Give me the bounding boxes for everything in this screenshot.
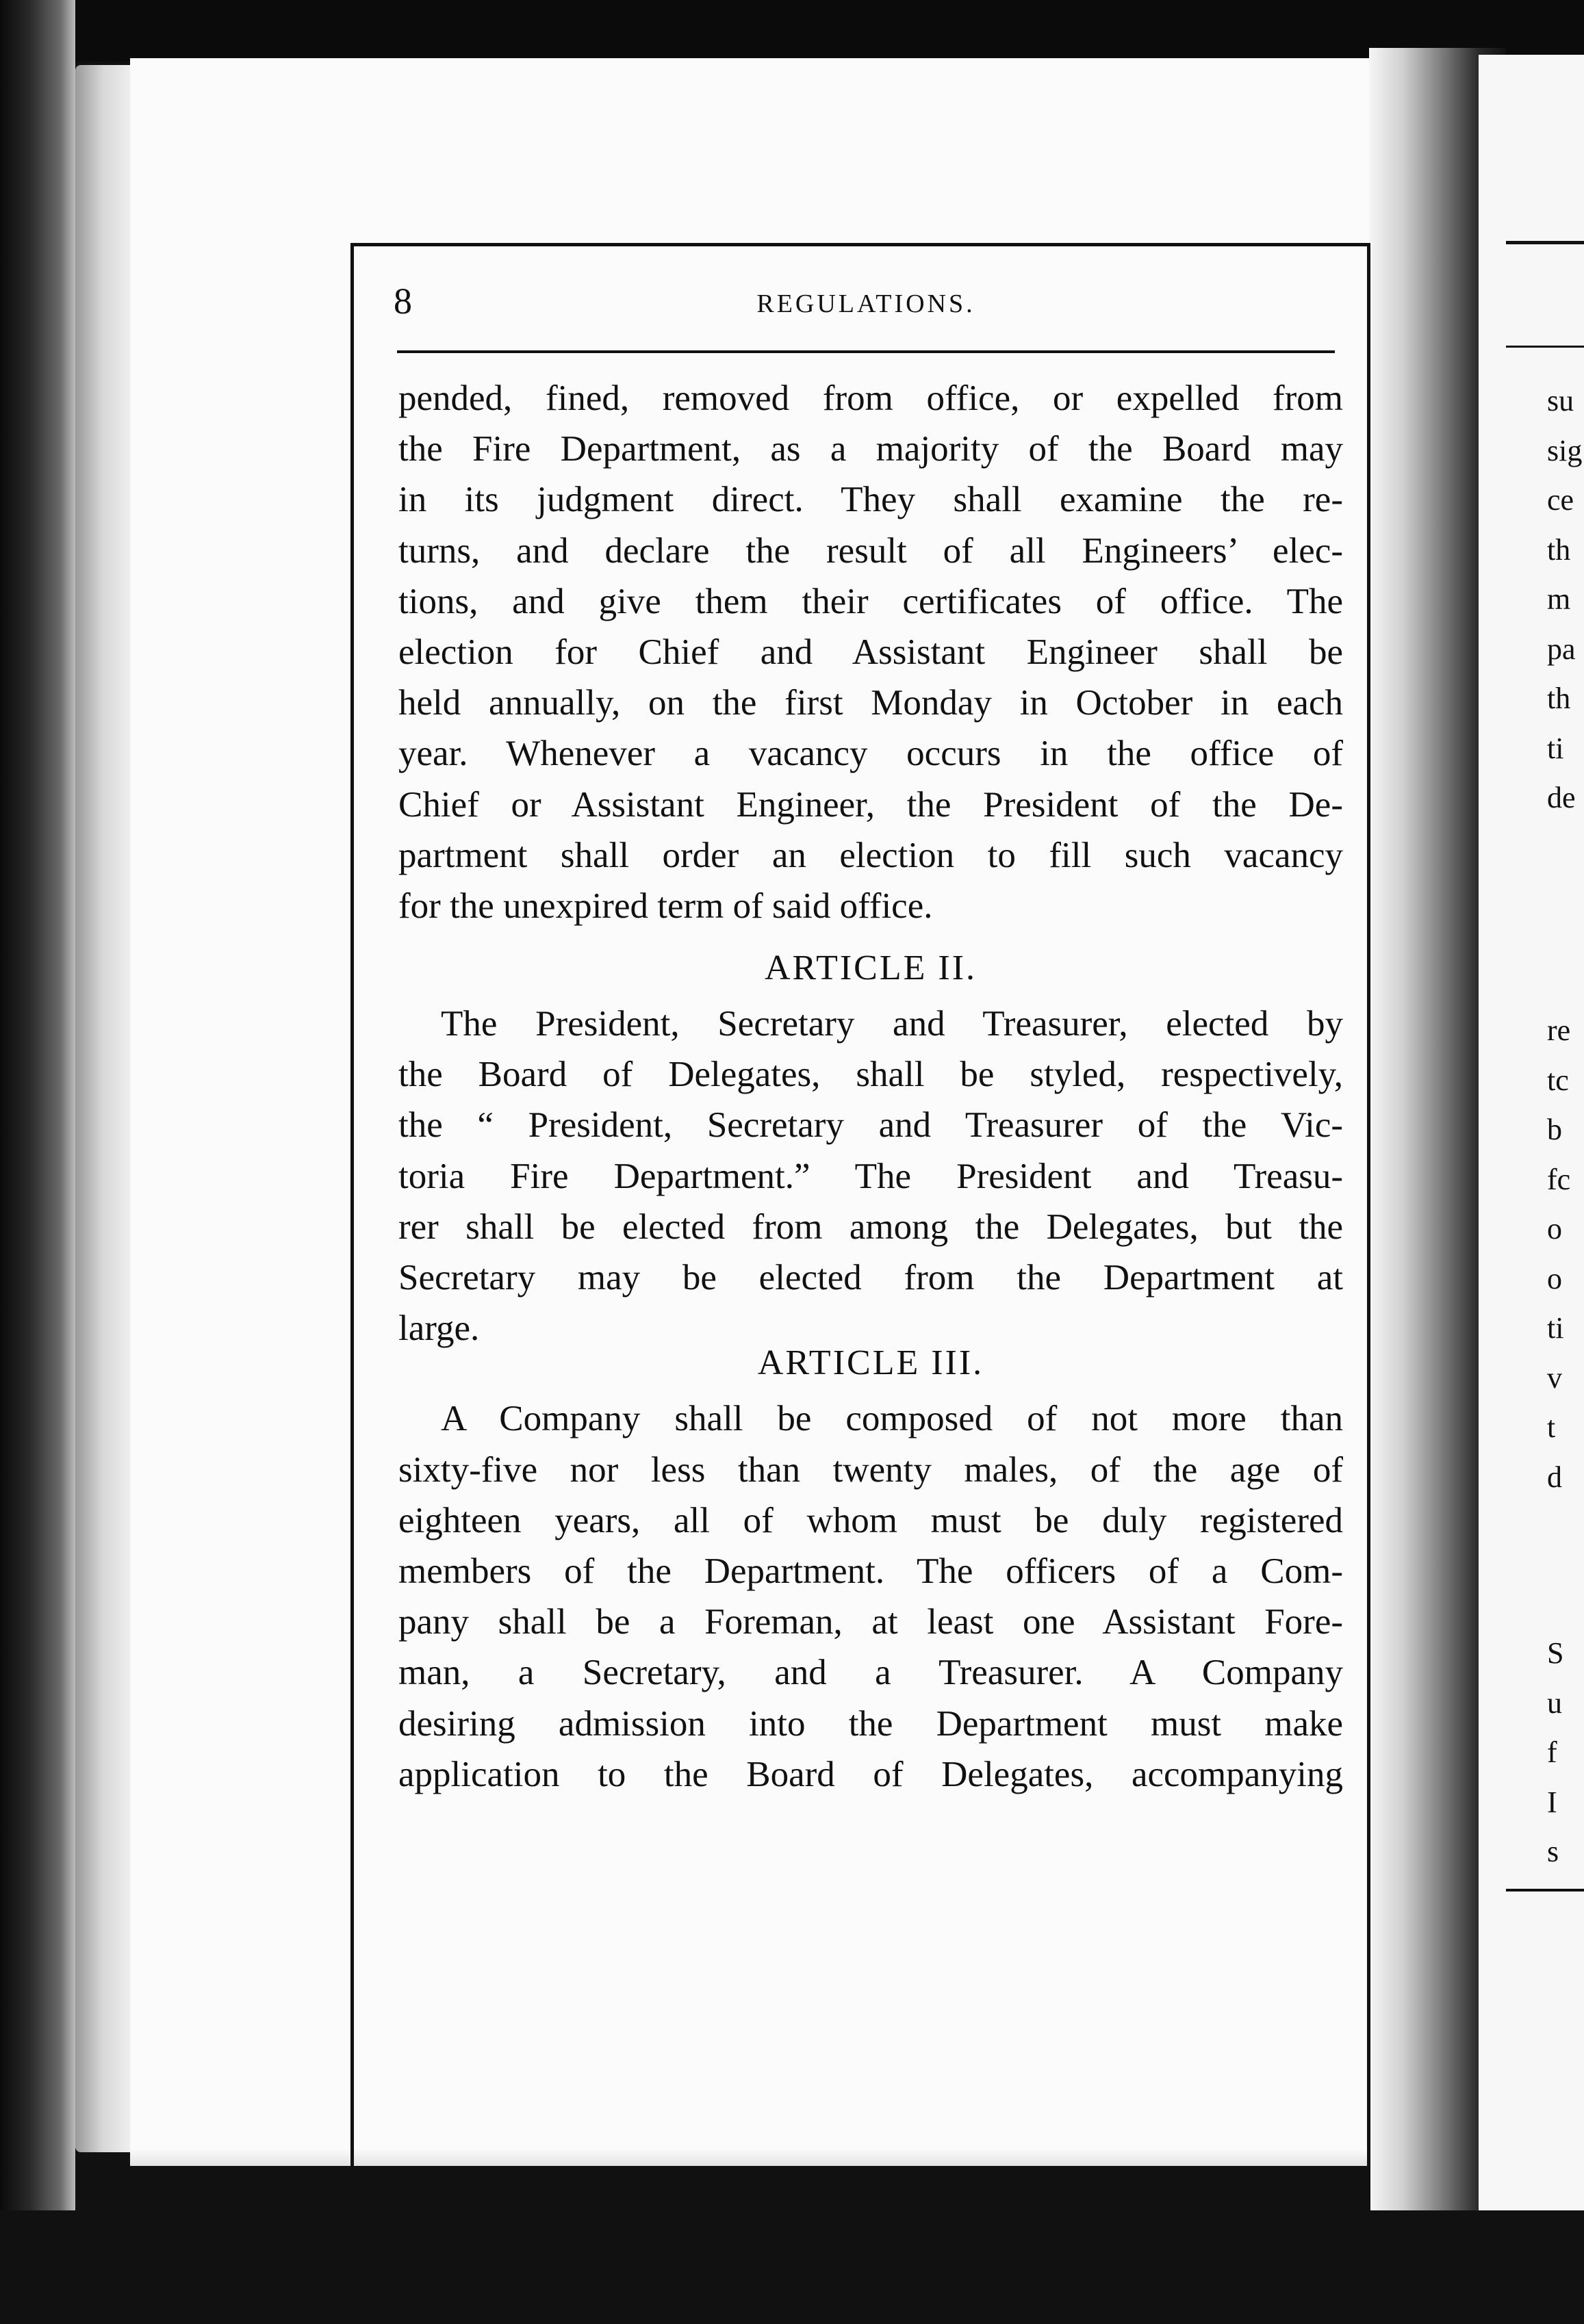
text-line: in its judgment direct. They shall examine the re- xyxy=(398,480,1343,520)
next-page-line: f xyxy=(1547,1735,1557,1769)
next-page-line: I xyxy=(1547,1785,1557,1819)
text-line: A Company shall be composed of not more than xyxy=(441,1399,1343,1439)
text-line: The President, Secretary and Treasurer, elected by xyxy=(441,1004,1343,1044)
text-line: turns, and declare the result of all Engineers’ elec- xyxy=(398,530,1343,571)
text-line: pended, fined, removed from office, or expelled from xyxy=(398,378,1343,418)
next-page-line: re xyxy=(1547,1013,1571,1047)
page-left-edge xyxy=(75,65,137,2152)
text-line: partment shall order an election to fill such vacancy xyxy=(398,835,1343,875)
next-page-top-rule xyxy=(1506,241,1584,244)
text-line: large. xyxy=(398,1308,480,1349)
paragraph-continued xyxy=(398,373,1343,931)
text-line: toria Fire Department.” The President and Treasu- xyxy=(398,1156,1343,1196)
next-page-line: sig xyxy=(1547,433,1583,467)
next-page-line: th xyxy=(1547,532,1571,567)
next-page-line: o xyxy=(1547,1261,1562,1295)
next-page-line: ce xyxy=(1547,483,1574,517)
text-line: held annually, on the first Monday in October in each xyxy=(398,683,1343,723)
scan-top-background xyxy=(0,0,1584,62)
next-page-line: ti xyxy=(1547,731,1564,765)
text-line: the “ President, Secretary and Treasurer of the Vic- xyxy=(398,1105,1343,1146)
article-2-paragraph xyxy=(398,998,1343,1354)
text-line: for the unexpired term of said office. xyxy=(398,886,933,926)
next-page-text-block-2 xyxy=(1547,1006,1570,1502)
text-line: rer shall be elected from among the Delegates, but the xyxy=(398,1206,1343,1247)
page-header xyxy=(394,277,1338,332)
article-3-paragraph xyxy=(398,1393,1343,1800)
text-line: election for Chief and Assistant Engineer shall be xyxy=(398,632,1343,672)
running-head: REGULATIONS. xyxy=(756,289,975,318)
scan-left-background xyxy=(0,0,75,2210)
page-number: 8 xyxy=(394,281,412,322)
text-line: Chief or Assistant Engineer, the President of the De- xyxy=(398,784,1343,825)
next-page-bottom-rule xyxy=(1506,1889,1584,1892)
next-page-line: fc xyxy=(1547,1162,1571,1196)
next-page-line: t xyxy=(1547,1410,1556,1444)
next-page-line: S xyxy=(1547,1636,1564,1670)
header-rule xyxy=(397,350,1335,353)
text-line: the Fire Department, as a majority of the Board may xyxy=(398,429,1343,469)
next-page-line: o xyxy=(1547,1212,1562,1245)
text-line: eighteen years, all of whom must be duly registered xyxy=(398,1500,1343,1540)
next-page-line: v xyxy=(1547,1360,1562,1395)
next-page-line: tc xyxy=(1547,1063,1569,1097)
text-line: the Board of Delegates, shall be styled, respectively, xyxy=(398,1055,1343,1095)
next-page-fragment xyxy=(1479,55,1584,2210)
next-page-line: s xyxy=(1547,1835,1559,1868)
next-page-line: m xyxy=(1547,582,1571,616)
next-page-line: su xyxy=(1547,384,1574,417)
article-heading: ARTICLE II. xyxy=(764,948,978,988)
text-line: pany shall be a Foreman, at least one Assistant Fore- xyxy=(398,1602,1343,1642)
next-page-text-block-1 xyxy=(1547,376,1582,823)
text-line: year. Whenever a vacancy occurs in the office of xyxy=(398,734,1343,774)
next-page-line: ti xyxy=(1547,1311,1564,1345)
text-line: tions, and give them their certificates of office. The xyxy=(398,581,1343,621)
text-line: sixty-five nor less than twenty males, of the age of xyxy=(398,1449,1343,1490)
next-page-line: th xyxy=(1547,682,1571,715)
next-page-line: de xyxy=(1547,781,1576,814)
text-line: Secretary may be elected from the Department at xyxy=(398,1258,1343,1297)
next-page-line: pa xyxy=(1547,632,1576,666)
text-frame-bottom-rule xyxy=(359,2320,1372,2324)
next-page-header-rule xyxy=(1506,346,1584,348)
page-body xyxy=(398,373,1343,1800)
text-line: man, a Secretary, and a Treasurer. A Company xyxy=(398,1653,1343,1693)
text-line: desiring admission into the Department must make xyxy=(398,1703,1343,1744)
text-line: members of the Department. The officers of a Com- xyxy=(398,1551,1343,1591)
next-page-text-block-3 xyxy=(1547,1629,1563,1877)
next-page-line: b xyxy=(1547,1113,1562,1146)
article-heading: ARTICLE III. xyxy=(757,1343,984,1383)
next-page-line: d xyxy=(1547,1460,1562,1494)
text-line: application to the Board of Delegates, accompanying xyxy=(398,1754,1343,1794)
next-page-line: u xyxy=(1547,1686,1562,1720)
